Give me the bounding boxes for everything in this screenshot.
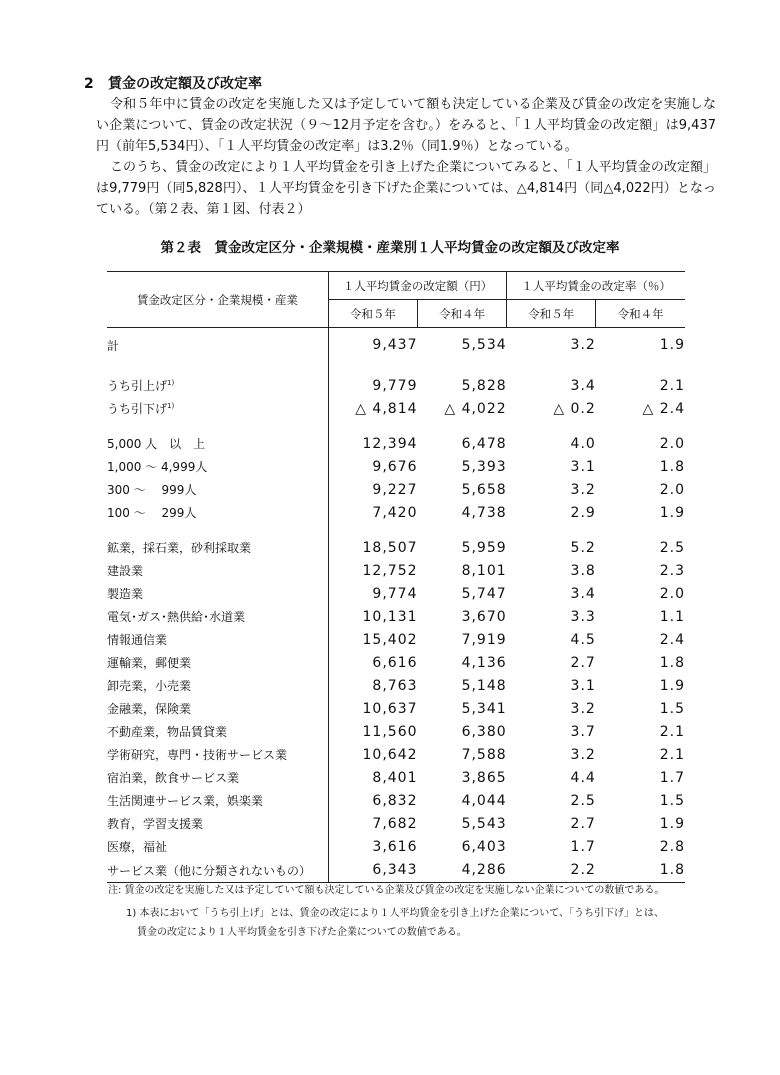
table-row	[107, 455, 685, 478]
rate-r4-cell: 2.0	[659, 481, 685, 498]
rate-r5-cell: 4.4	[570, 769, 596, 786]
row-label: 1,000 ～ 4,999人	[107, 460, 208, 474]
row-label: サービス業（他に分類されないもの）	[107, 863, 312, 878]
amount-r5-cell: 9,779	[372, 377, 418, 394]
table-row	[107, 582, 685, 605]
row-label: 計	[107, 338, 120, 353]
row-label: 情報通信業	[107, 633, 168, 647]
amount-r5-cell: 12,752	[362, 562, 418, 579]
rate-r4-cell: 1.8	[596, 858, 685, 883]
row-label-cell	[107, 478, 328, 501]
row-label: 5,000 人 以 上	[107, 437, 206, 451]
row-label-cell	[107, 835, 328, 858]
row-label: 300 ～ 999人	[107, 483, 197, 497]
spacer-row	[107, 362, 685, 374]
row-label-cell	[107, 651, 328, 674]
amount-r5-cell: △ 4,814	[355, 400, 418, 417]
amount-r5-cell: 9,437	[372, 337, 418, 353]
amount-r5-cell: 8,763	[372, 677, 418, 694]
row-label-cell	[107, 501, 328, 524]
rate-r5-cell: 2.7	[570, 815, 596, 832]
row-label: 卸売業，小売業	[107, 679, 192, 693]
spacer-row	[107, 420, 685, 432]
amount-r4-cell: 3,670	[461, 608, 507, 625]
amount-r5-cell: 10,642	[362, 746, 418, 763]
header-amount-r5: 令和５年	[328, 300, 417, 328]
row-label: 鉱業，採石業，砂利採取業	[107, 541, 252, 555]
rate-r4-cell: 1.9	[659, 504, 685, 521]
amount-r5-cell: 7,682	[372, 815, 418, 832]
rate-r4-cell: 1.5	[659, 700, 685, 717]
spacer-row	[107, 524, 685, 536]
amount-r4-cell: 4,738	[461, 504, 507, 521]
row-label: 不動産業，物品賃貸業	[107, 725, 228, 739]
table-row	[107, 478, 685, 501]
table-row	[107, 559, 685, 582]
row-label-cell	[107, 582, 328, 605]
table-row	[107, 674, 685, 697]
rate-r5-cell: 4.5	[570, 631, 596, 648]
amount-r5-cell: 12,394	[362, 435, 418, 452]
amount-r5-cell: 6,343	[328, 858, 417, 883]
table-body	[107, 328, 685, 883]
rate-r4-cell: △ 2.4	[642, 400, 685, 417]
amount-r4-cell: 3,865	[461, 769, 507, 786]
amount-r4-cell: 5,658	[461, 481, 507, 498]
amount-r5-cell: 10,131	[362, 608, 418, 625]
row-label: 運輸業，郵便業	[107, 656, 192, 670]
footnote-ref: 1)	[167, 379, 175, 387]
spacer-cell	[328, 362, 417, 374]
amount-r4-cell: 5,747	[461, 585, 507, 602]
rate-r4-cell: 2.1	[659, 723, 685, 740]
spacer-cell	[418, 420, 507, 432]
rate-r4-cell: 1.9	[659, 337, 685, 353]
amount-r4-cell: 5,534	[461, 337, 507, 353]
rate-r4-cell: 1.5	[659, 792, 685, 809]
amount-r5-cell: 10,637	[362, 700, 418, 717]
row-label: 学術研究，専門・技術サービス業	[107, 748, 288, 762]
row-label: 建設業	[107, 564, 144, 578]
row-label-cell	[107, 720, 328, 743]
row-label-cell	[107, 858, 328, 883]
row-label-cell	[107, 605, 328, 628]
rate-r5-cell: 3.7	[570, 723, 596, 740]
row-label-cell	[107, 455, 328, 478]
amount-r4-cell: 5,148	[461, 677, 507, 694]
rate-r5-cell: 2.9	[570, 504, 596, 521]
rate-r4-cell: 2.0	[659, 435, 685, 452]
table-row	[107, 432, 685, 455]
table-row	[107, 743, 685, 766]
rate-r5-cell: 5.2	[570, 539, 596, 556]
wage-revision-table	[107, 271, 685, 883]
spacer-cell	[107, 420, 328, 432]
table-row	[107, 766, 685, 789]
amount-r4-cell: 6,403	[461, 838, 507, 855]
row-label-cell	[107, 328, 328, 363]
table-title: 第２表 賃金改定区分・企業規模・産業別１人平均賃金の改定額及び改定率	[160, 240, 620, 256]
rate-r5-cell: 3.3	[570, 608, 596, 625]
spacer-cell	[328, 420, 417, 432]
table-row	[107, 605, 685, 628]
rate-r5-cell: 3.2	[570, 746, 596, 763]
amount-r4-cell: 4,136	[461, 654, 507, 671]
row-label: 生活関連サービス業，娯楽業	[107, 794, 264, 808]
rate-r4-cell: 1.8	[659, 458, 685, 475]
amount-r5-cell: 9,774	[372, 585, 418, 602]
intro-paragraph-1: 令和５年中に賃金の改定を実施した又は予定していて額も決定している企業及び賃金の改定を実施しない企業について、賃金の改定状況（９～12月予定を含む。）をみると、「１人平均賃金の改定額」は9,437円（前年5,534円）、「１人平均賃金の改定率」は3.2％（同1.9％）となっている。	[96, 97, 716, 154]
table-row	[107, 697, 685, 720]
rate-r5-cell: 1.7	[570, 838, 596, 855]
amount-r5-cell: 15,402	[362, 631, 418, 648]
rate-r4-cell: 1.7	[659, 769, 685, 786]
amount-r4-cell: 5,341	[461, 700, 507, 717]
amount-r5-cell: 6,616	[372, 654, 418, 671]
row-label-cell	[107, 743, 328, 766]
section-number: 2	[84, 76, 94, 92]
table-row	[107, 789, 685, 812]
rate-r5-cell: 3.2	[570, 337, 596, 353]
amount-r4-cell: 5,393	[461, 458, 507, 475]
row-label-cell	[107, 766, 328, 789]
amount-r4-cell: 6,380	[461, 723, 507, 740]
amount-r4-cell: 8,101	[461, 562, 507, 579]
rate-r5-cell: 2.2	[507, 858, 596, 883]
rate-r4-cell: 2.5	[659, 539, 685, 556]
rate-r4-cell: 2.1	[659, 746, 685, 763]
spacer-cell	[596, 362, 685, 374]
spacer-cell	[596, 524, 685, 536]
row-label-cell	[107, 674, 328, 697]
amount-r5-cell: 11,560	[362, 723, 418, 740]
section-title: 賃金の改定額及び改定率	[108, 76, 262, 92]
row-label: 教育，学習支援業	[107, 817, 204, 831]
rate-r5-cell: 3.8	[570, 562, 596, 579]
amount-r5-cell: 8,401	[372, 769, 418, 786]
table-row	[107, 651, 685, 674]
amount-r4-cell: 4,286	[418, 858, 507, 883]
row-label-cell	[107, 559, 328, 582]
footnote-1-line-2: 賃金の改定により１人平均賃金を引き下げた企業についての数値である。	[137, 927, 467, 938]
amount-r5-cell: 9,676	[372, 458, 418, 475]
rate-r5-cell: 2.7	[570, 654, 596, 671]
header-rate-r4: 令和４年	[596, 300, 685, 328]
table-row	[107, 374, 685, 397]
row-label: うち引上げ	[107, 379, 168, 393]
spacer-cell	[596, 420, 685, 432]
amount-r4-cell: 5,959	[461, 539, 507, 556]
footnote-ref: 1)	[167, 402, 175, 410]
row-label: 製造業	[107, 587, 144, 601]
header-rate-r5: 令和５年	[507, 300, 596, 328]
row-label: 金融業，保険業	[107, 702, 192, 716]
rate-r4-cell: 2.4	[659, 631, 685, 648]
rate-r5-cell: 3.2	[570, 700, 596, 717]
table-row	[107, 812, 685, 835]
rate-r5-cell: 3.1	[570, 458, 596, 475]
row-label: 100 ～ 299人	[107, 506, 197, 520]
row-label-cell	[107, 397, 328, 420]
spacer-cell	[418, 362, 507, 374]
row-label-cell	[107, 789, 328, 812]
rate-r5-cell: 3.2	[570, 481, 596, 498]
header-group-rate: １人平均賃金の改定率（％）	[507, 272, 685, 300]
amount-r5-cell: 9,227	[372, 481, 418, 498]
row-label-cell	[107, 432, 328, 455]
section-heading	[84, 73, 262, 93]
table-row	[107, 536, 685, 559]
spacer-cell	[328, 524, 417, 536]
rate-r4-cell: 1.9	[659, 677, 685, 694]
table-row	[107, 628, 685, 651]
spacer-cell	[507, 420, 596, 432]
rate-r4-cell: 1.8	[659, 654, 685, 671]
row-label: 医療，福祉	[107, 840, 168, 854]
rate-r5-cell: △ 0.2	[553, 400, 596, 417]
spacer-cell	[107, 362, 328, 374]
rate-r5-cell: 3.4	[570, 377, 596, 394]
rate-r4-cell: 2.1	[659, 377, 685, 394]
row-label-cell	[107, 812, 328, 835]
row-label: うち引下げ	[107, 402, 168, 416]
spacer-cell	[107, 524, 328, 536]
amount-r5-cell: 18,507	[362, 539, 418, 556]
intro-paragraph-2: このうち、賃金の改定により１人平均賃金を引き上げた企業についてみると、「１人平均賃金の改定額」は9,779円（同5,828円）、１人平均賃金を引き下げた企業については、△4,814円（同△4,022円）となっている。（第２表、第１図、付表２）	[96, 160, 716, 217]
amount-r4-cell: 7,919	[461, 631, 507, 648]
rate-r4-cell: 1.9	[659, 815, 685, 832]
amount-r4-cell: 6,478	[461, 435, 507, 452]
spacer-cell	[507, 524, 596, 536]
rate-r4-cell: 2.8	[659, 838, 685, 855]
table-row	[107, 501, 685, 524]
rate-r5-cell: 2.5	[570, 792, 596, 809]
footnote-main: 注: 賃金の改定を実施した又は予定していて額も決定している企業及び賃金の改定を実施しない企業についての数値である。	[108, 885, 665, 896]
spacer-cell	[507, 362, 596, 374]
rate-r5-cell: 4.0	[570, 435, 596, 452]
header-group-amount: １人平均賃金の改定額（円）	[328, 272, 506, 300]
header-row-label: 賃金改定区分・企業規模・産業	[107, 272, 328, 328]
amount-r4-cell: 4,044	[461, 792, 507, 809]
rate-r4-cell: 1.1	[659, 608, 685, 625]
amount-r5-cell: 6,832	[372, 792, 418, 809]
header-amount-r4: 令和４年	[418, 300, 507, 328]
amount-r4-cell: 7,588	[461, 746, 507, 763]
amount-r5-cell: 3,616	[372, 838, 418, 855]
table-row	[107, 720, 685, 743]
row-label-cell	[107, 374, 328, 397]
rate-r4-cell: 2.3	[659, 562, 685, 579]
spacer-cell	[418, 524, 507, 536]
table-row	[107, 397, 685, 420]
row-label: 電気･ガス･熱供給･水道業	[107, 610, 246, 624]
amount-r4-cell: 5,828	[461, 377, 507, 394]
table-row	[107, 328, 685, 363]
amount-r4-cell: △ 4,022	[444, 400, 507, 417]
row-label-cell	[107, 628, 328, 651]
footnote-1-line-1: 1) 本表において「うち引上げ」とは、賃金の改定により１人平均賃金を引き上げた企業について、「うち引下げ」とは、	[126, 908, 665, 919]
rate-r5-cell: 3.1	[570, 677, 596, 694]
table-row	[107, 835, 685, 858]
row-label-cell	[107, 536, 328, 559]
rate-r4-cell: 2.0	[659, 585, 685, 602]
row-label-cell	[107, 697, 328, 720]
amount-r5-cell: 7,420	[372, 504, 418, 521]
rate-r5-cell: 3.4	[570, 585, 596, 602]
table-row	[107, 858, 685, 883]
amount-r4-cell: 5,543	[461, 815, 507, 832]
row-label: 宿泊業，飲食サービス業	[107, 771, 240, 785]
